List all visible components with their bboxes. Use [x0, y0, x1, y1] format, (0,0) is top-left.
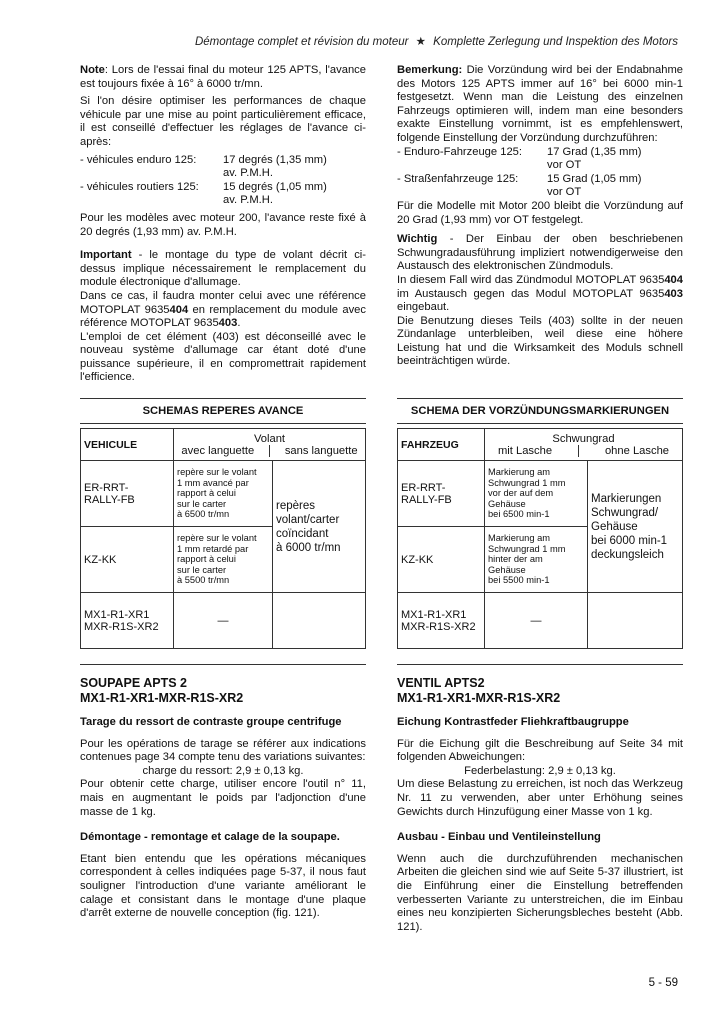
de-r2-desc: Markierung am Schwungrad 1 mm hinter der am Gehäuse bei 5500 min-1 [485, 527, 588, 593]
fr-r3-empty [273, 593, 366, 649]
fr-important [80, 249, 366, 290]
table-row [81, 461, 366, 527]
fr-p1: Pour les opérations de tarage se référer aux indications contenues page 34 compte tenu des variations suivantes: [80, 737, 366, 764]
de-setting-key: - Straßenfahrzeuge 125: [397, 172, 519, 185]
fr-p2: Pour obtenir cette charge, utiliser encore l'outil n° 11, mais en augmentant le poids par l'adjonction d'une masse de 1 kg. [80, 778, 366, 818]
de-para5-c: im Austausch gegen das Modul MOTOPLAT 9635 [397, 287, 665, 300]
fr-p1c: charge du ressort: 2,9 ± 0,13 kg. [142, 764, 304, 777]
de-r3-empty [588, 593, 683, 649]
fr-setting-key: - véhicules enduro 125: [80, 153, 197, 166]
de-setting-v1: 17 Grad (1,35 mm) [547, 145, 642, 158]
de-setting-v2: vor OT [547, 159, 582, 172]
fr-table-title: SCHEMAS REPERES AVANCE [80, 398, 366, 424]
de-note [397, 64, 683, 146]
de-sub1: Eichung Kontrastfeder Fliehkraftbaugruppe [397, 716, 629, 728]
fr-valve-title-1: SOUPAPE APTS 2 [80, 676, 187, 690]
fr-sub2: Démontage - remontage et calage de la soupape. [80, 831, 340, 844]
fr-note-text: : Lors de l'essai final du moteur 125 APTS, l'avance est toujours fixée à 16° à 6000 tr/mn. [80, 64, 366, 90]
fr-important-label: Important [80, 249, 132, 262]
de-p2: Um diese Belastung zu erreichen, ist noch das Werkzeug Nr. 11 zu verwenden, aber unter Erhöhung seines Gewichts durch Hinzufügung einer Masse von 1 kg. [397, 778, 683, 818]
fr-note [80, 64, 366, 91]
de-col-subheaders [485, 445, 682, 457]
header-de: Komplette Zerlegung und Inspektion des Motors [433, 36, 678, 48]
de-p1c: Federbelastung: 2,9 ± 0,13 kg. [464, 764, 616, 777]
de-r1-vehicle: ER-RRT- RALLY-FB [398, 461, 485, 527]
de-p1: Für die Eichung gilt die Beschreibung auf Seite 34 mit folgenden Abweichungen: [397, 737, 683, 764]
fr-setting-row [80, 154, 366, 181]
de-para5-d: 403 [664, 287, 683, 300]
de-setting-value [547, 146, 683, 173]
fr-sub-without: sans languette [284, 444, 358, 457]
fr-para5-b: 404 [169, 303, 189, 316]
fr-valve-title-2: MX1-R1-XR1-MXR-R1S-XR2 [80, 691, 244, 705]
fr-r3-desc: — [174, 593, 273, 649]
fr-para5-a: Dans ce cas, il faudra monter celui avec une référence MOTOPLAT 9635 [80, 289, 366, 316]
fr-setting-key: - véhicules routiers 125: [80, 180, 199, 193]
fr-col-subheaders [174, 445, 365, 457]
de-valve-title-2: MX1-R1-XR1-MXR-R1S-XR2 [397, 691, 561, 705]
de-para5-e: eingebaut. [397, 301, 450, 314]
fr-r2-vehicle: KZ-KK [81, 527, 174, 593]
de-r1-desc: Markierung am Schwungrad 1 mm vor der auf dem Gehäuse bei 6500 min-1 [485, 461, 588, 527]
de-timing-table [397, 398, 683, 649]
header-separator: ★ [415, 36, 426, 48]
de-para3: Für die Modelle mit Motor 200 bleibt die Vorzündung auf 20 Grad (1,93 mm) vor OT festgelegt. [397, 199, 683, 226]
de-important-label: Wichtig [397, 233, 438, 246]
de-col-vehicle: FAHRZEUG [398, 429, 485, 461]
de-para5-a: In diesem Fall wird das Zündmodul MOTOPLAT 9635 [397, 273, 665, 286]
de-r3-vehicle: MX1-R1-XR1 MXR-R1S-XR2 [398, 593, 485, 649]
table-row [398, 593, 683, 649]
de-table-title: SCHEMA DER VORZÜNDUNGSMARKIERUNGEN [397, 398, 683, 424]
de-p3: Wenn auch die durchzuführenden mechanischen Arbeiten die gleichen sind wie auf Seite 5-37 illustriert, ist die Einführung einer die Einstellung betreffenden verbesserten Variante zu unterstreichen, die im Einbau eines neu konzipierten Sicherungsbleches besteht (Abb. 121). [397, 852, 683, 933]
fr-r1-vehicle: ER-RRT- RALLY-FB [81, 461, 174, 527]
fr-r2-desc: repère sur le volant 1 mm retardé par rapport à celui sur le carter à 5500 tr/mn [174, 527, 273, 593]
de-setting-v1: 15 Grad (1,05 mm) [547, 172, 642, 185]
de-intro [397, 64, 683, 373]
de-sub-with: mit Lasche [497, 444, 553, 457]
fr-important-text: - le montage du type de volant décrit ci-dessus implique nécessairement le remplacement du module électronique d'allumage. [80, 249, 366, 289]
fr-col-vehicle: VEHICULE [81, 429, 174, 461]
de-setting-key: - Enduro-Fahrzeuge 125: [397, 145, 523, 158]
fr-para5-d: 403 [218, 317, 238, 330]
fr-setting-v1: 15 degrés (1,05 mm) [223, 180, 327, 193]
fr-r1-desc: repère sur le volant 1 mm avancé par rapport à celui sur le carter à 6500 tr/mn [174, 461, 273, 527]
page-number: 5 - 59 [648, 977, 678, 989]
de-para6: Die Benutzung dieses Teils (403) sollte in der neuen Zündanlage unterbleiben, weil diese eine höhere Leistung hat und die Wirksamkeit des Moduls schnell beeinträchtigen würde. [397, 314, 683, 368]
fr-col-flywheel-label: Volant [253, 432, 286, 445]
fr-setting-v2: av. P.M.H. [223, 167, 273, 180]
de-setting-row [397, 146, 683, 173]
de-table [397, 428, 683, 649]
de-sub-without: ohne Lasche [604, 444, 670, 457]
de-col-flywheel [485, 429, 683, 461]
de-r2-vehicle: KZ-KK [398, 527, 485, 593]
fr-para2: Si l'on désire optimiser les performances de chaque véhicule par une mise au point particulièrement efficace, il est conseillé d'effectuer les réglages de l'avance ci-après: [80, 95, 366, 148]
fr-setting-row [80, 181, 366, 208]
fr-setting-value [223, 181, 366, 208]
de-note-text: Die Vorzündung wird bei der Endabnahme des Motors 125 APTS immer auf 16° bei 6000 min-1 festgesetzt. Wenn man die Leistung des einzelnen Fahrzeugs optimieren will, indem man eine besonders exakte Einstellung vornimmt, ist es empfehlenswert, folgende Einstellung der Vorzündung durchzuführen: [397, 64, 683, 144]
de-valve-title [397, 676, 683, 706]
fr-para5-c: en remplacement du module avec référence MOTOPLAT 9635 [80, 303, 366, 330]
table-header-row [398, 429, 683, 461]
fr-intro [80, 64, 366, 389]
fr-valve-section [80, 676, 366, 925]
de-setting-value [547, 173, 683, 200]
fr-para5 [80, 290, 366, 331]
fr-r3-vehicle: MX1-R1-XR1 MXR-R1S-XR2 [81, 593, 174, 649]
de-setting-v2: vor OT [547, 186, 582, 199]
fr-setting-value [223, 154, 366, 181]
fr-sub1: Tarage du ressort de contraste groupe centrifuge [80, 716, 342, 728]
de-important-text: - Der Einbau der oben beschriebenen Schwungradausführung impliziert notwendigerweise den Austausch des elektronischen Zündmoduls. [397, 233, 683, 273]
de-col-flywheel-label: Schwungrad [552, 432, 615, 445]
fr-col-flywheel [174, 429, 366, 461]
fr-para3: Pour les modèles avec moteur 200, l'avance reste fixé à 20 degrés (1,93 mm) av. P.M.H. [80, 211, 366, 238]
table-row [398, 461, 683, 527]
fr-sub-with: avec languette [181, 444, 255, 457]
fr-note-label: Note [80, 64, 105, 76]
table-header-row [81, 429, 366, 461]
de-setting-row [397, 173, 683, 200]
fr-para6: L'emploi de cet élément (403) est déconseillé avec le nouveau système d'allumage car étant doté d'une puissance supérieure, il en compromettrait rapidement l'efficience. [80, 330, 366, 384]
header-fr: Démontage complet et révision du moteur [194, 36, 409, 48]
de-para5 [397, 274, 683, 315]
de-merged: Markierungen Schwungrad/ Gehäuse bei 6000 min-1 deckungsleich [588, 461, 683, 593]
de-valve-section [397, 676, 683, 938]
fr-timing-table [80, 398, 366, 649]
table-row [81, 593, 366, 649]
fr-p3: Etant bien entendu que les opérations mécaniques correspondent à celles indiquées page 5-37, il nous faut souligner l'introduction d'une variante améliorant le calage et consistant dans le montage d'une plaque d'arrêt externe de nouvelle conception (fig. 121). [80, 852, 366, 920]
de-divider [397, 664, 683, 665]
de-para5-b: 404 [664, 273, 683, 286]
de-note-label: Bemerkung: [397, 64, 463, 76]
fr-para5-e: . [237, 317, 241, 330]
de-r3-desc: — [485, 593, 588, 649]
fr-setting-v1: 17 degrés (1,35 mm) [223, 153, 327, 166]
fr-merged: repères volant/carter coïncidant à 6000 tr/mn [273, 461, 366, 593]
de-valve-title-1: VENTIL APTS2 [397, 676, 485, 690]
fr-valve-title [80, 676, 366, 706]
de-important [397, 233, 683, 274]
fr-setting-v2: av. P.M.H. [223, 194, 273, 207]
de-sub2: Ausbau - Einbau und Ventileinstellung [397, 831, 601, 844]
fr-divider [80, 664, 366, 665]
fr-table [80, 428, 366, 649]
page-header [195, 34, 678, 48]
